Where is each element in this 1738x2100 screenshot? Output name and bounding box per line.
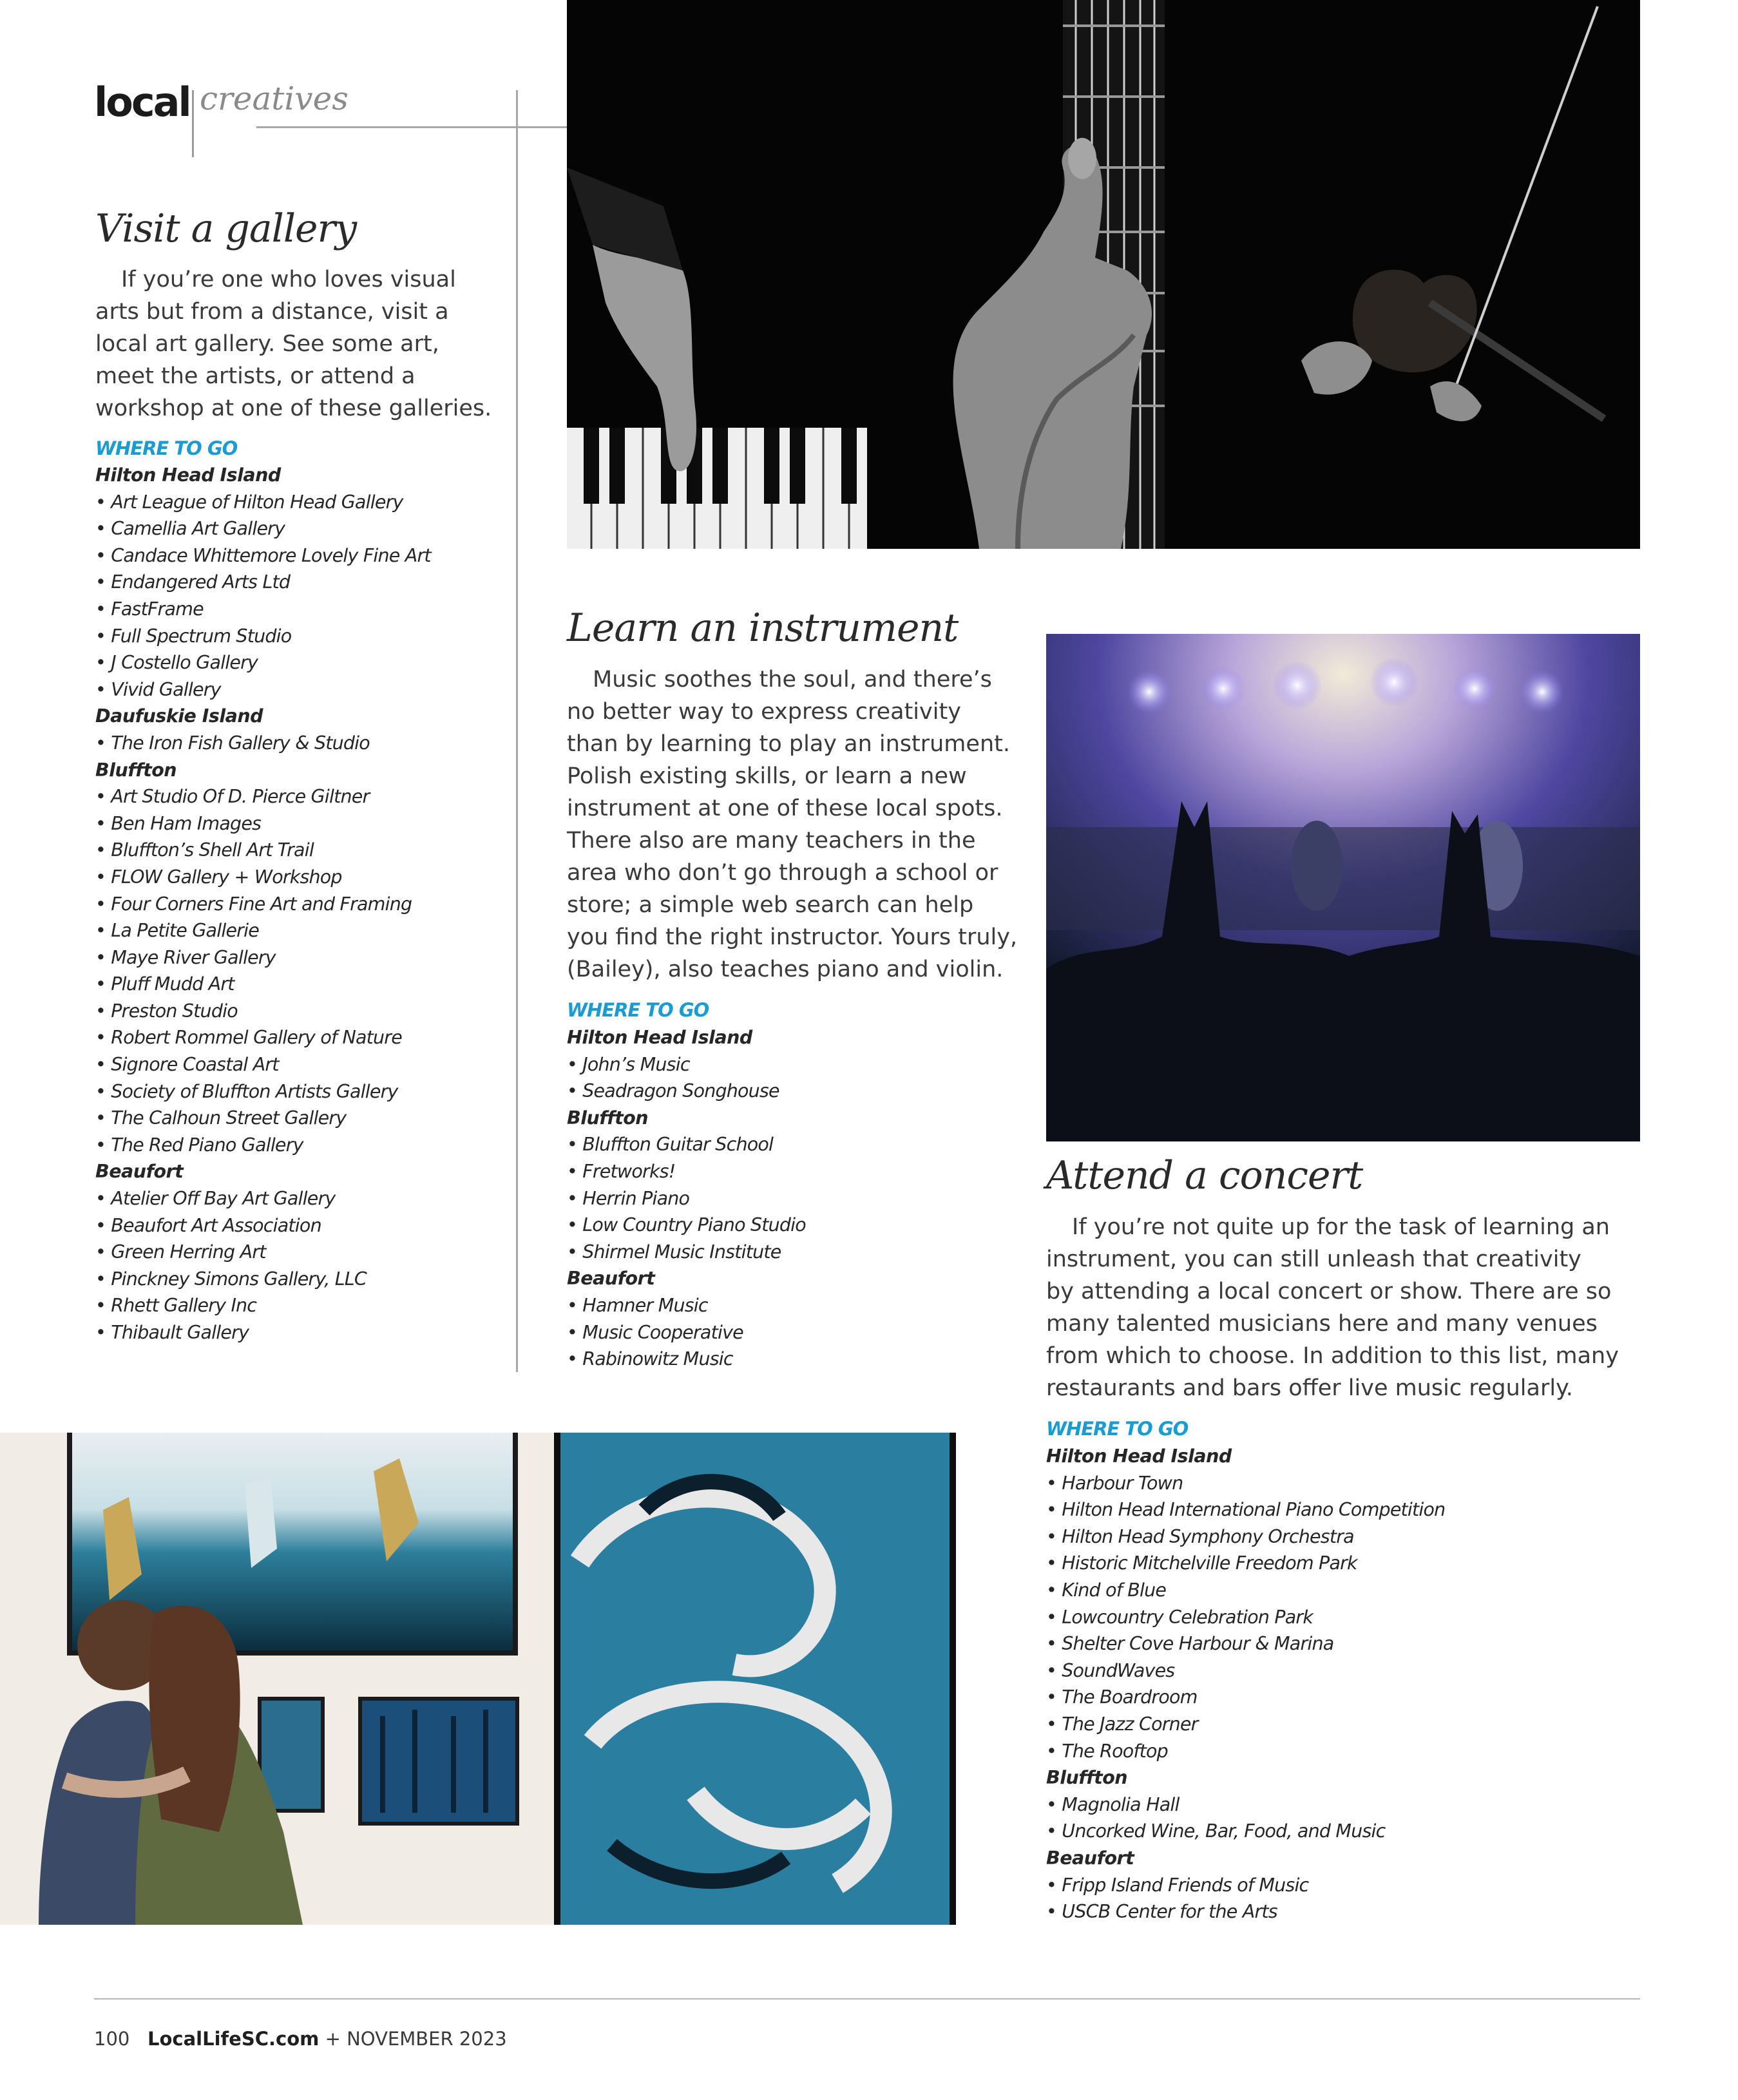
instrument-intro-line: instrument at one of these local spots. [567,796,1003,821]
gallery-intro [95,263,508,425]
section-label-creatives: creatives [200,80,349,117]
issue-date: + NOVEMBER 2023 [325,2028,507,2050]
list-item: • Seadragon Songhouse [567,1080,779,1102]
concert-crowd-image [1046,634,1640,1141]
list-item: • Art League of Hilton Head Gallery [95,491,403,513]
list-item: • Rabinowitz Music [567,1348,733,1370]
list-item: • Endangered Arts Ltd [95,571,291,593]
list-item: • La Petite Gallerie [95,920,259,942]
concert-intro [1046,1211,1626,1404]
instrument-intro-line: store; a simple web search can help [567,892,974,918]
list-item: • Fripp Island Friends of Music [1046,1874,1309,1896]
region-heading: Bluffton [95,759,177,781]
instrument-intro-line: area who don’t go through a school or [567,860,998,886]
region-heading: Hilton Head Island [95,464,281,486]
instrument-list [567,1024,953,1373]
couple-viewing-art-image [0,1433,956,1925]
footer-rule [94,1998,1640,2000]
gallery-photo [0,1433,956,1925]
list-item: • Beaufort Art Association [95,1214,321,1236]
gallery-intro-line: If you’re one who loves visual [121,267,456,292]
header-rule [256,126,568,128]
instrument-title: Learn an instrument [567,606,959,651]
instrument-intro-line: no better way to express creativity [567,699,961,725]
list-item: • John’s Music [567,1053,690,1075]
list-item: • Hilton Head International Piano Competition [1046,1499,1446,1521]
footer [94,2028,507,2050]
concert-intro-line: by attending a local concert or show. There are so [1046,1279,1612,1304]
concert-photo [1046,634,1640,1141]
gallery-intro-line: local art gallery. See some art, [95,331,439,357]
concert-intro-line: instrument, you can still unleash that creativity [1046,1246,1581,1272]
list-item: • The Jazz Corner [1046,1713,1198,1735]
list-item: • Candace Whittemore Lovely Fine Art [95,544,431,566]
list-item: • Music Cooperative [567,1321,743,1343]
region-heading: Hilton Head Island [567,1027,752,1048]
instrument-intro-line: (Bailey), also teaches piano and violin. [567,957,1004,982]
list-item: • Robert Rommel Gallery of Nature [95,1027,402,1049]
list-item: • Bluffton Guitar School [567,1134,774,1156]
brand-logo-local: local [94,79,190,126]
concert-intro-line: restaurants and bars offer live music regularly. [1046,1375,1573,1401]
site-name: LocalLifeSC.com [148,2028,320,2050]
instrument-where-label: WHERE TO GO [567,999,709,1021]
concert-title: Attend a concert [1046,1153,1363,1198]
gallery-list [95,462,508,1346]
region-heading: Beaufort [567,1268,655,1290]
list-item: • The Red Piano Gallery [95,1134,303,1156]
list-item: • Lowcountry Celebration Park [1046,1606,1313,1628]
list-item: • Thibault Gallery [95,1322,249,1343]
list-item: • Ben Ham Images [95,812,262,834]
instrument-intro-line: There also are many teachers in the [567,828,976,854]
region-heading: Daufuskie Island [95,705,263,727]
list-item: • Kind of Blue [1046,1579,1167,1601]
region-heading: Bluffton [1046,1767,1128,1789]
list-item: • Four Corners Fine Art and Framing [95,893,412,915]
list-item: • Fretworks! [567,1160,676,1182]
list-item: • Magnolia Hall [1046,1793,1179,1815]
list-item: • The Rooftop [1046,1740,1168,1762]
list-item: • Vivid Gallery [95,678,221,700]
instruments-photo [567,0,1640,549]
gallery-intro-line: arts but from a distance, visit a [95,299,449,325]
list-item: • Historic Mitchelville Freedom Park [1046,1552,1357,1574]
list-item: • Camellia Art Gallery [95,518,285,540]
instrument-intro-line: than by learning to play an instrument. [567,731,1010,757]
list-item: • Green Herring Art [95,1241,266,1263]
list-item: • Full Spectrum Studio [95,625,292,647]
region-heading: Bluffton [567,1107,649,1129]
concert-intro-line: If you’re not quite up for the task of learning an [1072,1214,1610,1240]
region-heading: Beaufort [1046,1847,1134,1869]
list-item: • SoundWaves [1046,1659,1175,1681]
list-item: • Rhett Gallery Inc [95,1295,257,1317]
gallery-intro-line: workshop at one of these galleries. [95,396,492,421]
list-item: • Low Country Piano Studio [567,1214,806,1236]
list-item: • J Costello Gallery [95,652,258,674]
list-item: • Pluff Mudd Art [95,973,234,995]
piano-guitar-violin-hands-image [567,0,1640,549]
list-item: • The Boardroom [1046,1686,1198,1708]
instrument-intro-line: Polish existing skills, or learn a new [567,763,967,789]
gallery-title: Visit a gallery [95,206,357,251]
list-item: • Signore Coastal Art [95,1054,279,1076]
gallery-where-label: WHERE TO GO [95,437,238,459]
list-item: • Herrin Piano [567,1187,690,1209]
list-item: • FLOW Gallery + Workshop [95,866,342,888]
gallery-intro-line: meet the artists, or attend a [95,363,415,389]
list-item: • Hamner Music [567,1294,708,1316]
brand-divider [192,90,194,157]
concert-intro-line: from which to choose. In addition to this list, many [1046,1343,1619,1369]
region-heading: Beaufort [95,1161,184,1183]
instrument-intro-line: you find the right instructor. Yours truly, [567,924,1018,950]
list-item: • Pinckney Simons Gallery, LLC [95,1268,367,1290]
list-item: • USCB Center for the Arts [1046,1901,1277,1923]
list-item: • Shirmel Music Institute [567,1241,781,1263]
list-item: • FastFrame [95,598,204,620]
instrument-intro-line: Music soothes the soul, and there’s [593,667,992,692]
list-item: • Society of Bluffton Artists Gallery [95,1080,398,1102]
list-item: • Harbour Town [1046,1472,1183,1494]
list-item: • Uncorked Wine, Bar, Food, and Music [1046,1820,1386,1842]
list-item: • Bluffton’s Shell Art Trail [95,839,314,861]
list-item: • Atelier Off Bay Art Gallery [95,1188,336,1210]
list-item: • Shelter Cove Harbour & Marina [1046,1633,1334,1655]
list-item: • Art Studio Of D. Pierce Giltner [95,786,370,808]
concert-intro-line: many talented musicians here and many venues [1046,1311,1598,1337]
concert-list [1046,1443,1626,1925]
instrument-intro [567,663,1018,986]
page-number: 100 [94,2028,130,2050]
list-item: • Maye River Gallery [95,946,276,968]
list-item: • Hilton Head Symphony Orchestra [1046,1525,1354,1547]
concert-where-label: WHERE TO GO [1046,1418,1189,1440]
region-heading: Hilton Head Island [1046,1446,1232,1467]
list-item: • The Calhoun Street Gallery [95,1107,347,1129]
list-item: • Preston Studio [95,1000,238,1022]
column-divider [516,90,518,1372]
list-item: • The Iron Fish Gallery & Studio [95,732,370,754]
